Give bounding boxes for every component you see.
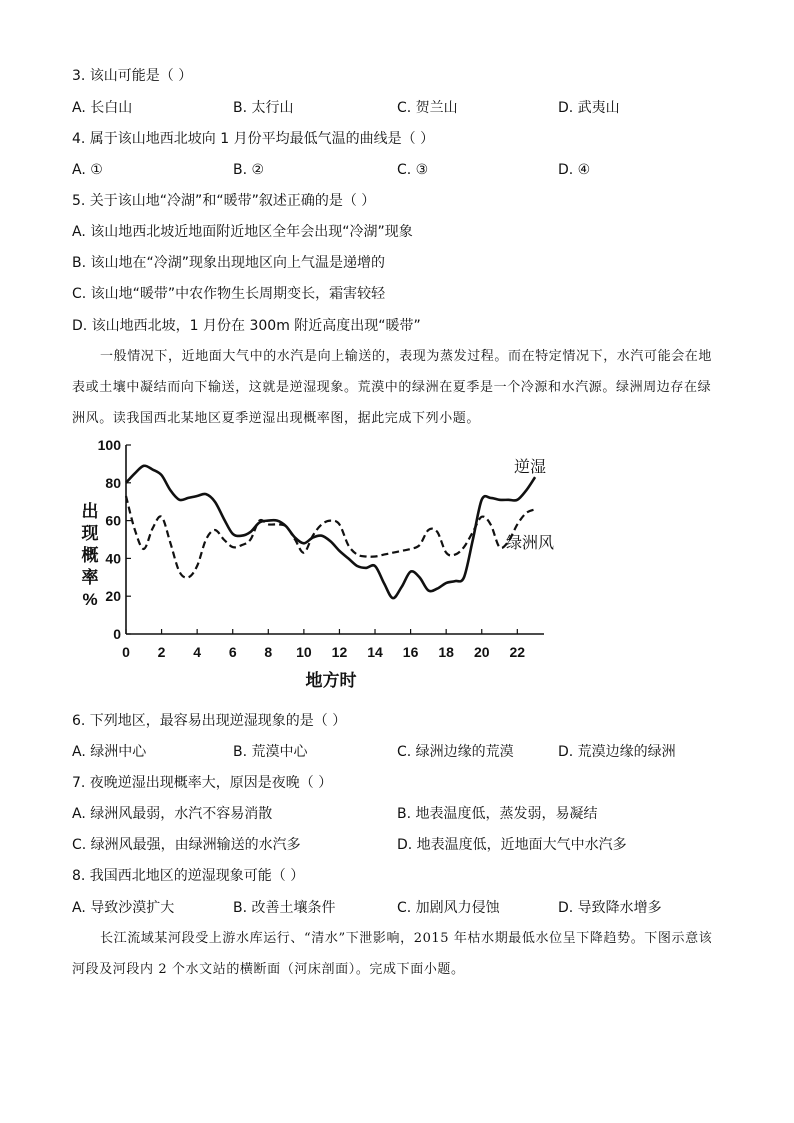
q3-option-c: C. 贺兰山 xyxy=(397,100,458,116)
q6-option-b: B. 荒漠中心 xyxy=(233,744,308,760)
question-8-stem: 8. 我国西北地区的逆湿现象可能（ ） xyxy=(72,868,305,884)
x-tick-label: 16 xyxy=(402,644,419,660)
x-tick-label: 10 xyxy=(296,644,312,660)
series-label-oasis-wind: 绿洲风 xyxy=(506,535,555,552)
x-tick-label: 8 xyxy=(264,644,273,660)
q4-option-c: C. ③ xyxy=(397,162,429,178)
question-4-options xyxy=(72,160,732,180)
q4-option-b: B. ② xyxy=(233,162,265,178)
series-line-inverse-humidity xyxy=(126,466,535,598)
q5-option-d: D. 该山地西北坡，1 月份在 300m 附近高度出现“暖带” xyxy=(72,318,421,334)
y-tick-label: 80 xyxy=(105,474,121,491)
q8-option-d: D. 导致降水增多 xyxy=(558,900,662,916)
question-7-options-row-1 xyxy=(72,804,732,824)
question-3-options xyxy=(72,98,732,118)
y-tick-label: 0 xyxy=(113,626,121,642)
x-tick-label: 4 xyxy=(193,644,202,660)
y-tick-label: 40 xyxy=(105,550,121,567)
q5-option-b: B. 该山地在“冷湖”现象出现地区向上气温是递增的 xyxy=(72,255,386,271)
question-6-stem: 6. 下列地区，最容易出现逆湿现象的是（ ） xyxy=(72,713,347,729)
q7-option-c: C. 绿洲风最强，由绿洲输送的水汽多 xyxy=(72,837,301,853)
chart-series xyxy=(126,458,554,598)
question-6-options xyxy=(72,742,732,762)
question-4-stem: 4. 属于该山地西北坡向 1 月份平均最低气温的曲线是（ ） xyxy=(72,131,435,147)
q4-option-a: A. ① xyxy=(72,162,103,178)
chart-ticks xyxy=(98,437,526,660)
x-axis-label: 地方时 xyxy=(305,671,357,690)
q3-option-d: D. 武夷山 xyxy=(558,100,620,116)
y-axis-label: 出现概率% xyxy=(81,502,99,609)
passage-yangtze-river: 长江流域某河段受上游水库运行、“清水”下泄影响，2015 年枯水期最低水位呈下降趋势。下图示意该河段及河段内 2 个水文站的横断面（河床剖面）。完成下面小题。 xyxy=(72,931,713,977)
x-tick-label: 2 xyxy=(157,644,166,660)
series-label-inverse-humidity: 逆湿 xyxy=(514,459,547,476)
x-tick-label: 22 xyxy=(509,644,526,660)
question-5-stem: 5. 关于该山地“冷湖”和“暖带”叙述正确的是（ ） xyxy=(72,193,376,209)
passage-inverse-humidity: 一般情况下，近地面大气中的水汽是向上输送的，表现为蒸发过程。而在特定情况下，水汽可能会在地表或土壤中凝结而向下输送，这就是逆湿现象。荒漠中的绿洲在夏季是一个冷源和水汽源。绿洲周边存在绿洲风。读我国西北某地区夏季逆湿出现概率图，据此完成下列小题。 xyxy=(72,349,713,426)
question-7-stem: 7. 夜晚逆湿出现概率大，原因是夜晚（ ） xyxy=(72,775,333,791)
chart-axes xyxy=(126,445,547,634)
q7-option-a: A. 绿洲风最弱，水汽不容易消散 xyxy=(72,806,273,822)
q7-option-d: D. 地表温度低，近地面大气中水汽多 xyxy=(397,837,627,853)
q7-option-b: B. 地表温度低，蒸发弱，易凝结 xyxy=(397,806,598,822)
q3-option-b: B. 太行山 xyxy=(233,100,294,116)
q8-option-b: B. 改善土壤条件 xyxy=(233,900,336,916)
question-8-options xyxy=(72,898,732,918)
x-tick-label: 12 xyxy=(331,644,348,660)
q6-option-d: D. 荒漠边缘的绿洲 xyxy=(558,744,676,760)
q5-option-c: C. 该山地“暖带”中农作物生长周期变长，霜害较轻 xyxy=(72,286,386,302)
q5-option-a: A. 该山地西北坡近地面附近地区全年会出现“冷湖”现象 xyxy=(72,224,413,240)
inverse-humidity-probability-chart xyxy=(72,432,572,694)
q6-option-c: C. 绿洲边缘的荒漠 xyxy=(397,744,514,760)
q6-option-a: A. 绿洲中心 xyxy=(72,744,147,760)
y-tick-label: 100 xyxy=(97,437,121,453)
question-3-stem: 3. 该山可能是（ ） xyxy=(72,68,193,84)
x-tick-label: 20 xyxy=(473,644,490,660)
q8-option-a: A. 导致沙漠扩大 xyxy=(72,900,175,916)
y-tick-label: 60 xyxy=(105,512,121,529)
question-7-options-row-2 xyxy=(72,835,732,855)
x-tick-label: 18 xyxy=(438,644,454,660)
x-tick-label: 6 xyxy=(228,644,237,660)
y-tick-label: 20 xyxy=(105,588,121,605)
x-tick-label: 0 xyxy=(122,644,130,660)
q8-option-c: C. 加剧风力侵蚀 xyxy=(397,900,500,916)
x-tick-label: 14 xyxy=(367,644,383,660)
q4-option-d: D. ④ xyxy=(558,162,591,178)
q3-option-a: A. 长白山 xyxy=(72,100,133,116)
